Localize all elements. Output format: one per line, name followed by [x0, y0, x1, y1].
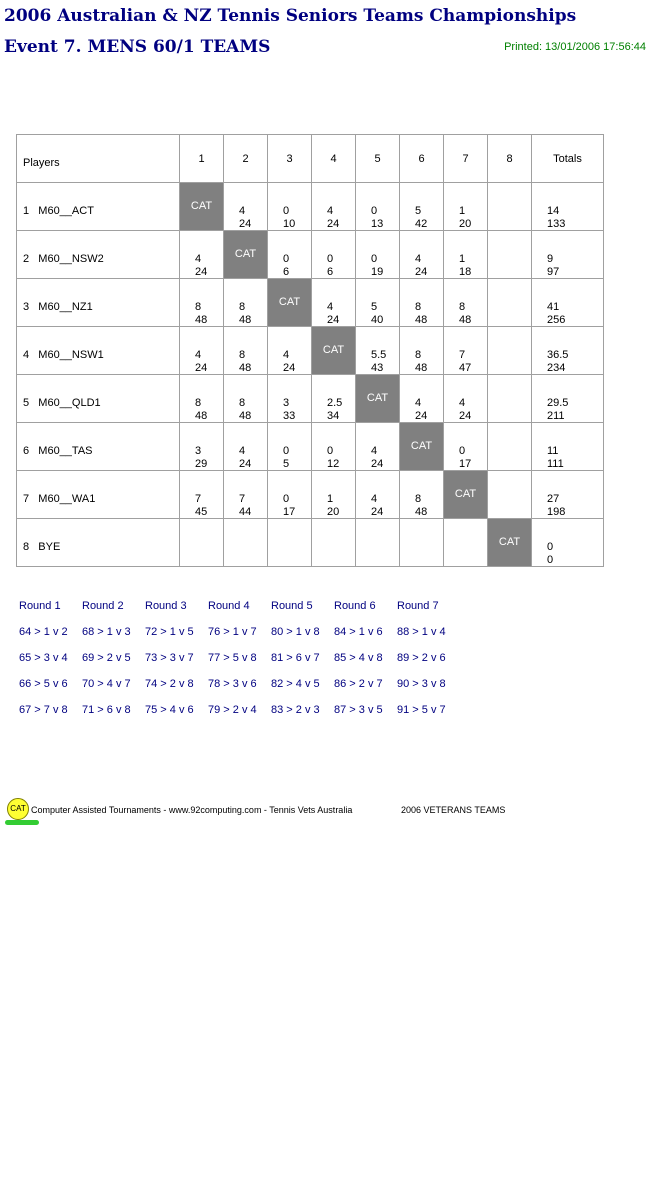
score-games: 17 [459, 458, 472, 470]
score-games: 24 [283, 362, 296, 374]
player-name-cell [17, 279, 180, 327]
score-games: 48 [195, 410, 208, 422]
player-name: 4 M60__NSW1 [23, 349, 104, 361]
round-match: 88 > 1 v 4 [397, 626, 446, 638]
score-cell [312, 423, 356, 471]
table-row [17, 327, 604, 375]
total-rubbers: 0 [547, 541, 554, 553]
score-rubbers: 4 [283, 349, 290, 361]
score-games: 18 [459, 266, 472, 278]
score-games: 44 [239, 506, 252, 518]
score-cell [224, 471, 268, 519]
score-rubbers: 0 [327, 445, 334, 457]
round-match: 74 > 2 v 8 [145, 678, 194, 690]
score-games: 17 [283, 506, 296, 518]
round-header: Round 6 [334, 600, 376, 612]
cat-label: CAT [278, 296, 301, 308]
round-match: 75 > 4 v 6 [145, 704, 194, 716]
score-games: 24 [415, 266, 428, 278]
score-cell [356, 231, 400, 279]
round-match: 78 > 3 v 6 [208, 678, 257, 690]
score-rubbers: 2.5 [327, 397, 343, 409]
round-header-row [19, 596, 460, 622]
round-match-row [19, 700, 460, 726]
score-cell [488, 279, 532, 327]
score-cell [400, 471, 444, 519]
table-header-row [17, 135, 604, 183]
total-rubbers: 29.5 [547, 397, 569, 409]
score-cell [180, 423, 224, 471]
score-rubbers: 8 [459, 301, 466, 313]
score-rubbers: 7 [195, 493, 202, 505]
total-games: 133 [547, 218, 566, 230]
score-rubbers: 8 [195, 397, 202, 409]
score-rubbers: 0 [283, 493, 290, 505]
score-rubbers: 8 [415, 301, 422, 313]
totals-cell [532, 183, 604, 231]
score-games: 24 [327, 218, 340, 230]
cat-label: CAT [190, 200, 213, 212]
score-cell [488, 375, 532, 423]
round-match: 71 > 6 v 8 [82, 704, 131, 716]
score-games: 33 [283, 410, 296, 422]
score-games: 6 [327, 266, 334, 278]
footer-event: 2006 VETERANS TEAMS [401, 805, 506, 815]
score-games: 48 [239, 362, 252, 374]
score-cell [444, 375, 488, 423]
score-cell [400, 327, 444, 375]
round-match: 84 > 1 v 6 [334, 626, 383, 638]
score-cell [488, 471, 532, 519]
total-games: 256 [547, 314, 566, 326]
round-header: Round 4 [208, 600, 250, 612]
score-games: 34 [327, 410, 340, 422]
score-cell [312, 231, 356, 279]
round-match: 65 > 3 v 4 [19, 652, 68, 664]
score-games: 20 [459, 218, 472, 230]
round-match: 66 > 5 v 6 [19, 678, 68, 690]
cat-label: CAT [498, 536, 521, 548]
score-cell [444, 519, 488, 567]
column-header: 1 [180, 135, 224, 183]
score-cell [180, 471, 224, 519]
score-cell [312, 279, 356, 327]
score-cell [180, 231, 224, 279]
round-header: Round 1 [19, 600, 61, 612]
score-rubbers: 7 [459, 349, 466, 361]
score-games: 45 [195, 506, 208, 518]
score-cell [400, 279, 444, 327]
players-header-label: Players [23, 157, 60, 169]
table-row [17, 519, 604, 567]
footer-credit: Computer Assisted Tournaments - www.92computing.com - Tennis Vets Australia [31, 805, 353, 815]
round-match: 67 > 7 v 8 [19, 704, 68, 716]
score-cell [356, 471, 400, 519]
score-cell [444, 231, 488, 279]
round-match: 86 > 2 v 7 [334, 678, 383, 690]
score-rubbers: 4 [239, 445, 246, 457]
score-games: 48 [239, 314, 252, 326]
score-cell [488, 183, 532, 231]
table-row [17, 279, 604, 327]
player-name-cell [17, 183, 180, 231]
score-rubbers: 4 [327, 205, 334, 217]
player-name-cell [17, 231, 180, 279]
round-match: 89 > 2 v 6 [397, 652, 446, 664]
score-rubbers: 7 [239, 493, 246, 505]
round-match-row [19, 622, 460, 648]
score-cell [312, 183, 356, 231]
score-cell [224, 519, 268, 567]
score-games: 29 [195, 458, 208, 470]
score-cell [268, 231, 312, 279]
totals-cell [532, 375, 604, 423]
column-header: 7 [444, 135, 488, 183]
player-name: 2 M60__NSW2 [23, 253, 104, 265]
score-games: 24 [239, 458, 252, 470]
round-header: Round 7 [397, 600, 439, 612]
score-cell [488, 231, 532, 279]
score-cell [356, 327, 400, 375]
round-match-row [19, 674, 460, 700]
total-games: 0 [547, 554, 554, 566]
score-cell [268, 519, 312, 567]
total-games: 211 [547, 410, 565, 422]
printed-timestamp: Printed: 13/01/2006 17:56:44 [504, 41, 646, 53]
column-header: 3 [268, 135, 312, 183]
score-rubbers: 3 [195, 445, 202, 457]
round-match: 77 > 5 v 8 [208, 652, 257, 664]
score-cell [444, 279, 488, 327]
score-cell [224, 183, 268, 231]
round-match: 90 > 3 v 8 [397, 678, 446, 690]
logo-underline [5, 820, 39, 825]
round-match: 83 > 2 v 3 [271, 704, 320, 716]
round-match: 85 > 4 v 8 [334, 652, 383, 664]
score-rubbers: 4 [195, 253, 202, 265]
player-name-cell [17, 423, 180, 471]
score-cell [180, 375, 224, 423]
column-header: 5 [356, 135, 400, 183]
score-games: 48 [415, 506, 428, 518]
score-cell [268, 183, 312, 231]
round-match: 81 > 6 v 7 [271, 652, 320, 664]
score-rubbers: 0 [283, 445, 290, 457]
score-cell [268, 327, 312, 375]
score-games: 24 [195, 362, 208, 374]
player-name: 8 BYE [23, 541, 61, 553]
score-games: 10 [283, 218, 296, 230]
totals-header: Totals [532, 135, 604, 183]
score-games: 48 [195, 314, 208, 326]
score-rubbers: 4 [459, 397, 466, 409]
player-name-cell [17, 519, 180, 567]
score-rubbers: 4 [239, 205, 246, 217]
score-games: 13 [371, 218, 384, 230]
total-rubbers: 9 [547, 253, 554, 265]
round-match: 69 > 2 v 5 [82, 652, 131, 664]
score-rubbers: 1 [459, 205, 466, 217]
table-row [17, 375, 604, 423]
score-rubbers: 4 [371, 445, 378, 457]
score-games: 24 [459, 410, 472, 422]
player-name-cell [17, 375, 180, 423]
score-cell [268, 375, 312, 423]
score-rubbers: 4 [195, 349, 202, 361]
score-cell [312, 519, 356, 567]
table-row [17, 183, 604, 231]
score-rubbers: 8 [239, 397, 246, 409]
score-games: 24 [415, 410, 428, 422]
column-header: 8 [488, 135, 532, 183]
cat-label: CAT [410, 440, 433, 452]
score-cell [224, 375, 268, 423]
column-header: 4 [312, 135, 356, 183]
player-name: 7 M60__WA1 [23, 493, 96, 505]
score-cell [224, 423, 268, 471]
table-row [17, 423, 604, 471]
score-games: 20 [327, 506, 340, 518]
total-rubbers: 14 [547, 205, 560, 217]
score-cell [268, 423, 312, 471]
score-cell [356, 183, 400, 231]
score-cell [400, 231, 444, 279]
score-games: 24 [371, 506, 384, 518]
round-match: 82 > 4 v 5 [271, 678, 320, 690]
score-rubbers: 5 [415, 205, 422, 217]
total-games: 198 [547, 506, 566, 518]
player-name: 1 M60__ACT [23, 205, 94, 217]
cat-cell [312, 327, 356, 375]
totals-cell [532, 423, 604, 471]
total-rubbers: 36.5 [547, 349, 569, 361]
score-games: 43 [371, 362, 384, 374]
total-rubbers: 27 [547, 493, 560, 505]
score-rubbers: 8 [195, 301, 202, 313]
cat-cell [400, 423, 444, 471]
round-match: 80 > 1 v 8 [271, 626, 320, 638]
score-games: 19 [371, 266, 384, 278]
cat-cell [180, 183, 224, 231]
round-match: 72 > 1 v 5 [145, 626, 194, 638]
totals-cell [532, 231, 604, 279]
score-games: 24 [371, 458, 384, 470]
score-cell [224, 279, 268, 327]
round-schedule [19, 596, 460, 726]
score-cell [444, 327, 488, 375]
cat-cell [356, 375, 400, 423]
score-games: 24 [195, 266, 208, 278]
table-row [17, 471, 604, 519]
score-rubbers: 0 [283, 205, 290, 217]
score-rubbers: 0 [371, 205, 378, 217]
score-games: 48 [415, 314, 428, 326]
round-match: 70 > 4 v 7 [82, 678, 131, 690]
score-rubbers: 0 [371, 253, 378, 265]
score-cell [400, 375, 444, 423]
score-cell [488, 423, 532, 471]
total-rubbers: 41 [547, 301, 560, 313]
column-header: 6 [400, 135, 444, 183]
score-games: 40 [371, 314, 384, 326]
round-match: 64 > 1 v 2 [19, 626, 68, 638]
cat-cell [268, 279, 312, 327]
score-rubbers: 4 [327, 301, 334, 313]
cat-cell [488, 519, 532, 567]
score-games: 12 [327, 458, 340, 470]
score-cell [224, 327, 268, 375]
round-header: Round 3 [145, 600, 187, 612]
score-rubbers: 1 [327, 493, 334, 505]
score-games: 48 [415, 362, 428, 374]
score-games: 48 [459, 314, 472, 326]
round-match: 73 > 3 v 7 [145, 652, 194, 664]
score-rubbers: 4 [371, 493, 378, 505]
player-name: 6 M60__TAS [23, 445, 93, 457]
score-games: 24 [239, 218, 252, 230]
page-title: 2006 Australian & NZ Tennis Seniors Teams Championships [4, 6, 577, 26]
score-cell [268, 471, 312, 519]
score-cell [180, 279, 224, 327]
score-cell [444, 423, 488, 471]
cat-cell [224, 231, 268, 279]
score-cell [180, 519, 224, 567]
score-cell [444, 183, 488, 231]
score-rubbers: 0 [283, 253, 290, 265]
round-match: 87 > 3 v 5 [334, 704, 383, 716]
score-rubbers: 5.5 [371, 349, 387, 361]
cat-label: CAT [234, 248, 257, 260]
score-cell [400, 519, 444, 567]
total-games: 97 [547, 266, 560, 278]
results-table [16, 134, 604, 567]
event-title: Event 7. MENS 60/1 TEAMS [4, 37, 271, 57]
score-cell [356, 423, 400, 471]
cat-logo-icon: CAT [7, 798, 29, 820]
score-games: 48 [239, 410, 252, 422]
cat-cell [444, 471, 488, 519]
round-match: 76 > 1 v 7 [208, 626, 257, 638]
cat-label: CAT [366, 392, 389, 404]
total-games: 111 [547, 458, 564, 470]
round-header: Round 5 [271, 600, 313, 612]
score-cell [180, 327, 224, 375]
total-rubbers: 11 [547, 445, 559, 457]
score-rubbers: 0 [459, 445, 466, 457]
cat-label: CAT [322, 344, 345, 356]
score-games: 42 [415, 218, 428, 230]
score-cell [356, 519, 400, 567]
player-name-cell [17, 327, 180, 375]
player-name-cell [17, 471, 180, 519]
score-rubbers: 4 [415, 253, 422, 265]
round-match: 91 > 5 v 7 [397, 704, 446, 716]
score-cell [356, 279, 400, 327]
score-rubbers: 8 [415, 349, 422, 361]
totals-cell [532, 471, 604, 519]
round-match: 79 > 2 v 4 [208, 704, 257, 716]
score-rubbers: 4 [415, 397, 422, 409]
score-cell [312, 375, 356, 423]
score-cell [488, 327, 532, 375]
score-rubbers: 8 [239, 349, 246, 361]
players-header [17, 135, 180, 183]
totals-cell [532, 327, 604, 375]
score-rubbers: 8 [239, 301, 246, 313]
score-rubbers: 8 [415, 493, 422, 505]
player-name: 5 M60__QLD1 [23, 397, 101, 409]
score-rubbers: 5 [371, 301, 378, 313]
score-rubbers: 0 [327, 253, 334, 265]
round-header: Round 2 [82, 600, 124, 612]
score-cell [312, 471, 356, 519]
score-rubbers: 1 [459, 253, 466, 265]
score-games: 5 [283, 458, 290, 470]
score-cell [400, 183, 444, 231]
totals-cell [532, 519, 604, 567]
score-rubbers: 3 [283, 397, 290, 409]
total-games: 234 [547, 362, 566, 374]
cat-label: CAT [454, 488, 477, 500]
player-name: 3 M60__NZ1 [23, 301, 93, 313]
column-header: 2 [224, 135, 268, 183]
round-match-row [19, 648, 460, 674]
table-row [17, 231, 604, 279]
round-match: 68 > 1 v 3 [82, 626, 131, 638]
totals-cell [532, 279, 604, 327]
score-games: 47 [459, 362, 472, 374]
score-games: 6 [283, 266, 290, 278]
score-games: 24 [327, 314, 340, 326]
